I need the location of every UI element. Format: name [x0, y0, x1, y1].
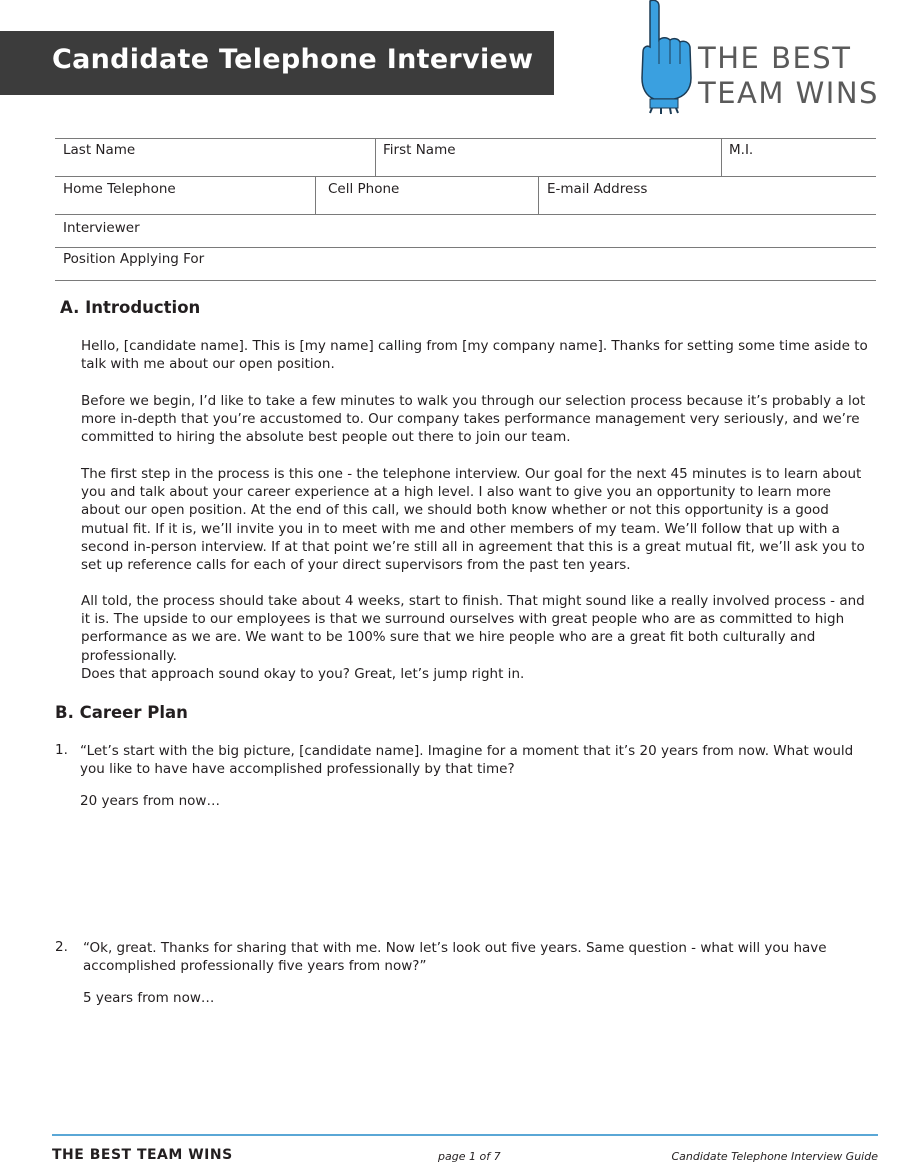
email-field[interactable]: E-mail Address — [547, 181, 648, 197]
form-rule — [55, 138, 876, 139]
document-name: Candidate Telephone Interview Guide — [671, 1150, 878, 1163]
intro-paragraph: The first step in the process is this one - the telephone interview. Our goal for the next 45 minutes is to learn about you and talk about your career experience at a high level. I also want to give you an opportunity to learn more about our open position. At the end of this call, we should both know whether or not this opportunity is a good mutual fit. If it is, we’ll invite you in to meet with me and other members of my team. We’ll follow that up with a second in-person interview. If at that point we’re still all in agreement that this is a great mutual fit, we’ll ask you to set up reference calls for each of your direct supervisors from the past ten years. — [81, 466, 865, 574]
question-number: 1. — [55, 742, 68, 758]
logo-text-line2: TEAM WINS — [698, 76, 879, 110]
question-text: “Ok, great. Thanks for sharing that with me. Now let’s look out five years. Same question - what will you have accomplished professionally five years from now?” — [83, 940, 827, 975]
intro-paragraph: Does that approach sound okay to you? Great, let’s jump right in. — [81, 666, 525, 682]
form-rule — [55, 176, 876, 177]
footer-rule — [52, 1134, 878, 1136]
form-divider — [375, 138, 376, 176]
question-text: “Let’s start with the big picture, [candidate name]. Imagine for a moment that it’s 20 years from now. What would you like to have have accomplished professionally by that time? — [80, 743, 854, 778]
last-name-field[interactable]: Last Name — [63, 142, 136, 158]
form-divider — [538, 176, 539, 214]
logo — [640, 0, 880, 115]
first-name-field[interactable]: First Name — [383, 142, 456, 158]
form-divider — [721, 138, 722, 176]
answer-prompt[interactable]: 5 years from now… — [83, 990, 215, 1006]
form-rule — [55, 247, 876, 248]
question-number: 2. — [55, 939, 68, 955]
foam-finger-hand-icon — [640, 0, 702, 115]
position-field[interactable]: Position Applying For — [63, 251, 205, 267]
cell-phone-field[interactable]: Cell Phone — [328, 181, 400, 197]
section-heading-career-plan: B. Career Plan — [55, 703, 188, 722]
intro-paragraph: Before we begin, I’d like to take a few minutes to walk you through our selection process because it’s probably a lot more in-depth that you’re accustomed to. Our company takes performance management very seriously, and we’re committed to hiring the absolute best people out there to join our team. — [81, 393, 866, 446]
page-title: Candidate Telephone Interview — [52, 44, 534, 75]
intro-paragraph: All told, the process should take about 4 weeks, start to finish. That might sound like a really involved process - and it is. The upside to our employees is that we surround ourselves with great people who are as committed to high performance as we are. We want to be 100% sure that we hire people who are a great fit both culturally and professionally. — [81, 593, 865, 664]
section-heading-introduction: A. Introduction — [60, 298, 201, 317]
title-bar — [0, 31, 554, 95]
answer-prompt[interactable]: 20 years from now… — [80, 793, 220, 809]
middle-initial-field[interactable]: M.I. — [729, 142, 754, 158]
intro-paragraph: Hello, [candidate name]. This is [my name] calling from [my company name]. Thanks for setting some time aside to talk with me about our open position. — [81, 338, 868, 373]
interviewer-field[interactable]: Interviewer — [63, 220, 140, 236]
page-number: page 1 of 7 — [438, 1150, 501, 1163]
logo-text-line1: THE BEST — [698, 41, 852, 75]
form-rule — [55, 214, 876, 215]
home-telephone-field[interactable]: Home Telephone — [63, 181, 176, 197]
form-rule — [55, 280, 876, 281]
form-divider — [315, 176, 316, 214]
footer-brand: THE BEST TEAM WINS — [52, 1147, 233, 1163]
